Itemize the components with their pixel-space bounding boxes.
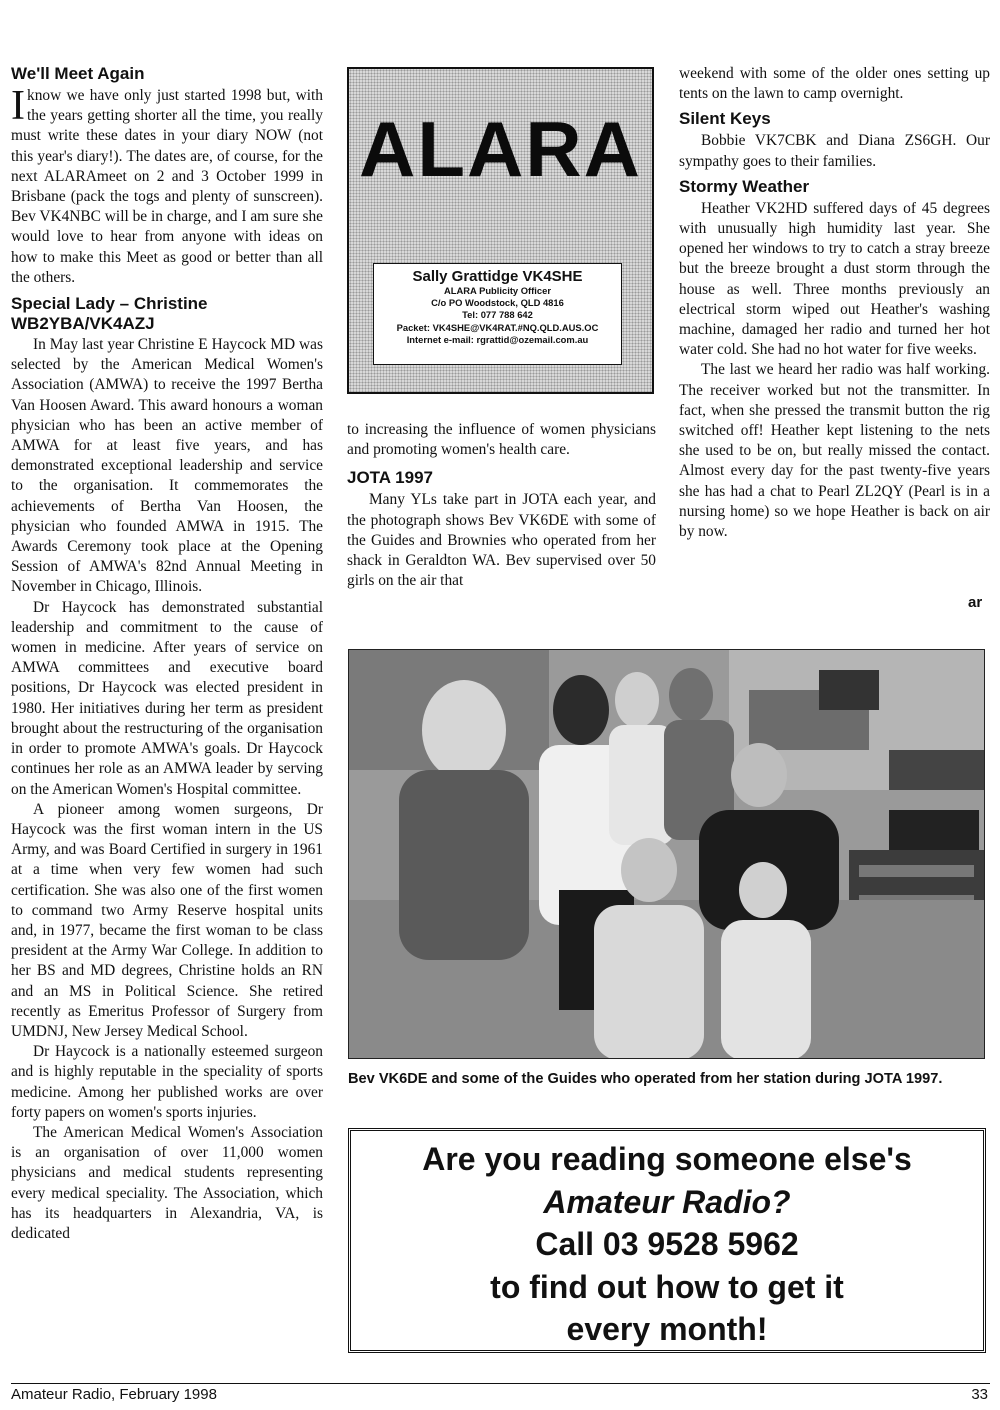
end-mark: ar: [968, 594, 983, 611]
paragraph: Many YLs take part in JOTA each year, and the photograph shows Bev VK6DE with some of the Guides and Brownies who operated from her shack in Geraldton WA. Bev supervised over 50 girls on the air that: [347, 491, 656, 590]
paragraph: weekend with some of the older ones setting up tents on the lawn to camp overnight.: [679, 65, 990, 103]
column-middle: [347, 420, 656, 591]
drop-cap: I: [11, 83, 25, 129]
page-number: 33: [971, 1386, 988, 1403]
paragraph: The American Medical Women's Association is an organisation of over 11,000 women physicians and medical students representing every medical speciality. The Association, which has its headquarters in Alexandria, VA, is dedicated: [11, 1123, 323, 1242]
heading-jota-1997: JOTA 1997: [347, 468, 433, 488]
heading-well-meet-again: We'll Meet Again: [11, 64, 145, 83]
photo-illustration: [349, 650, 985, 1059]
column-left: [11, 64, 323, 1244]
paragraph: to increasing the influence of women physicians and promoting women's health care.: [347, 421, 656, 459]
ad-line: Call 03 9528 5962: [535, 1226, 799, 1262]
paragraph: In May last year Christine E Haycock MD was selected by the American Medical Women's Association (AMWA) to receive the 1997 Bertha Van Hoosen Award. This award honours a woman physician who has been an active member of AMWA for at least five years, and has demonstrated exceptional leadership and service to the organisation. It commemorates the achievements of Bertha Van Hoosen, the physician who founded AMWA in 1915. The Awards Ceremony took place at the Opening Session of AMWA's 82nd Annual Meeting in November in Chicago, Illinois.: [11, 336, 323, 596]
paragraph: The last we heard her radio was half working. The receiver worked but not the transmitter. In fact, when she pressed the transmit button the rig switched off! Heather kept listening to the nets she used to be on, but really missed the contact. Almost every day for the past twenty-five years she has had a chat to Pearl ZL2QY (Pearl is in a nursing home) so we hope Heather is back on air by now.: [679, 361, 990, 541]
contact-card: [373, 263, 622, 365]
heading-special-lady: Special Lady – Christine WB2YBA/VK4AZJ: [11, 294, 208, 334]
contact-line: ALARA Publicity Officer: [444, 285, 551, 296]
heading-stormy-weather: Stormy Weather: [679, 176, 810, 196]
alara-logo: ALARA: [359, 105, 642, 193]
jota-photo: [348, 649, 985, 1059]
heading-silent-keys: Silent Keys: [679, 109, 771, 129]
ad-line: Are you reading someone else's: [422, 1141, 912, 1177]
photo-caption: Bev VK6DE and some of the Guides who operated from her station during JOTA 1997.: [348, 1071, 943, 1087]
footer-publication: Amateur Radio, February 1998: [11, 1386, 217, 1403]
column-right: [679, 64, 990, 542]
ad-line: to find out how to get it: [490, 1268, 844, 1305]
paragraph: Bobbie VK7CBK and Diana ZS6GH. Our sympathy goes to their families.: [679, 132, 990, 170]
contact-line: Tel: 077 788 642: [462, 309, 533, 321]
paragraph: Dr Haycock is a nationally esteemed surgeon and is highly reputable in the speciality of sports medicine. Among her published works are over forty papers on women's sports injuries.: [11, 1043, 323, 1121]
footer-rule: [11, 1383, 990, 1384]
paragraph: Iknow we have only just started 1998 but, with the years getting shorter all the time, you really must write these dates in your diary NOW (not this year's diary!). The dates are, of course, for the next ALARAmeet on 2 and 3 October 1999 in Brisbane (pack the togs and plenty of sunscreen). Bev VK4NBC will be in charge, and I am sure she would love to hear from anyone with ideas on how to make this Meet as good or better than all the others.: [11, 83, 323, 286]
subscription-ad: [348, 1128, 986, 1353]
ad-line: every month!: [566, 1311, 768, 1347]
contact-line: Internet e-mail: rgrattid@ozemail.com.au: [406, 333, 589, 345]
paragraph: Heather VK2HD suffered days of 45 degrees with unusually high humidity last year. She opened her windows to try to catch a stray breeze but the breeze brought a dust storm through the house as well. Three months previously an electrical storm wiped out Heather's washing machine, damaged her radio and turned her hot water cold. She had no hot water for five weeks.: [679, 199, 990, 359]
paragraph: A pioneer among women surgeons, Dr Haycock was the first woman intern in the US Army, and was Board Certified in surgery in 1961 at a time when very few women had such certification. She was also one of the first women to command two Army Reserve hospital units and, in 1977, became the first woman to be class president at the Army War College. In addition to her BS and MD degrees, Christine holds an RN and an MS in Political Science. She retired recently as Emeritus Professor of Surgery from UMDNJ, New Jersey Medical School.: [11, 800, 323, 1040]
contact-line: C/o PO Woodstock, QLD 4816: [431, 297, 564, 309]
contact-line: Packet: VK4SHE@VK4RAT.#NQ.QLD.AUS.OC: [396, 321, 599, 333]
paragraph: Dr Haycock has demonstrated substantial leadership and commitment to the cause of women in medicine. After years of service on AMWA committees and executive board positions, Dr Haycock was elected president in 1980. Her initiatives during her term as president brought about the restructuring of the organisation in order to promote AMWA's goals. Dr Haycock continues her role as an AMWA leader by serving on the American Women's Hospital committee.: [11, 598, 323, 798]
contact-name: Sally Grattidge VK4SHE: [412, 268, 583, 285]
ad-line: Amateur Radio?: [543, 1183, 791, 1220]
alara-info-box: [347, 67, 654, 394]
